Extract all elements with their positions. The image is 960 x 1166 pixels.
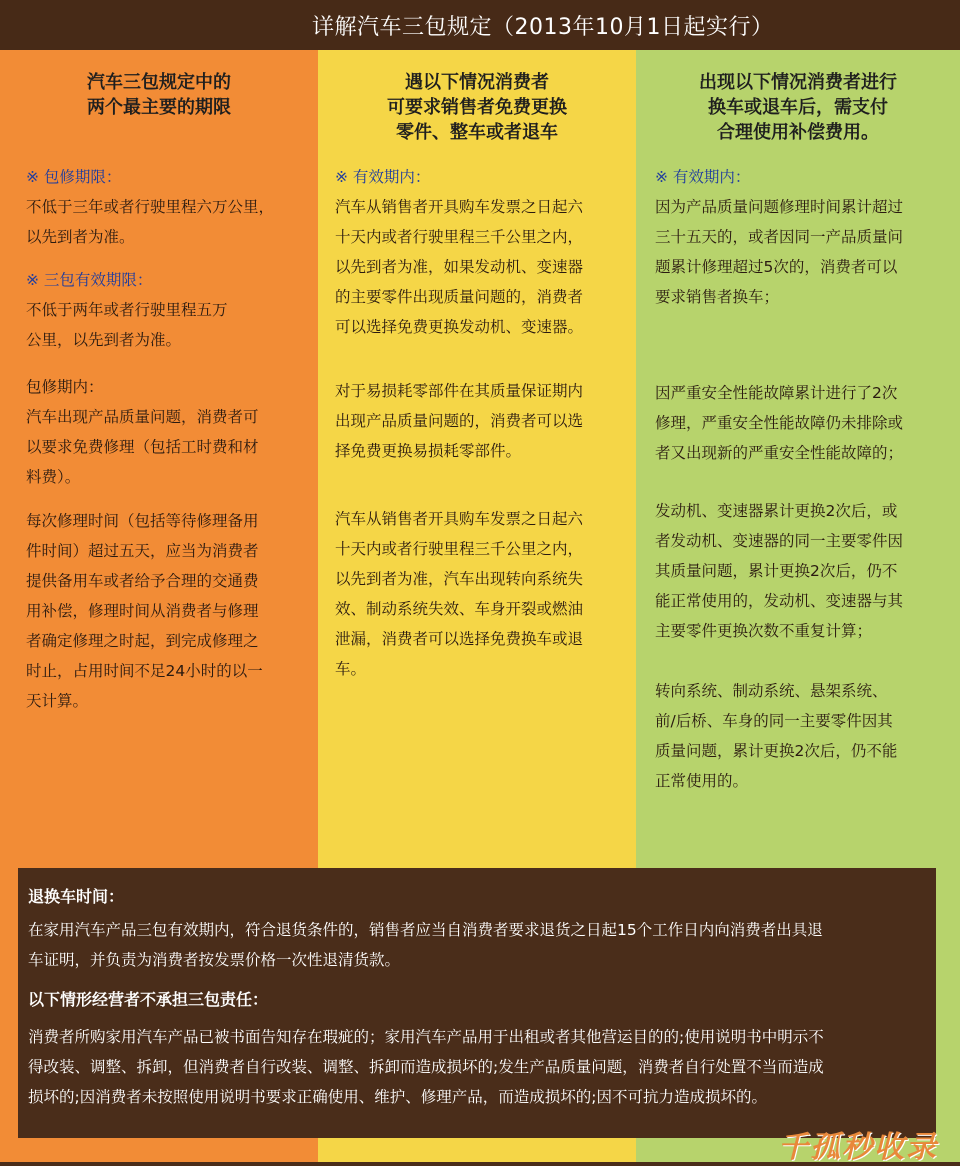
section-label: ※ 包修期限： <box>26 168 122 186</box>
text-line: 汽车出现产品质量问题，消费者可 <box>26 408 259 426</box>
text-line: 可以选择免费更换发动机、变速器。 <box>335 318 584 336</box>
warranty-period-block <box>26 162 274 252</box>
section-label: ※ 有效期内： <box>335 168 431 186</box>
column-heading <box>318 70 636 145</box>
text-line: 因严重安全性能故障累计进行了2次 <box>655 384 898 402</box>
vehicle-replacement-block <box>335 504 583 684</box>
engine-replacement-block <box>335 162 583 342</box>
text-line: 十天内或者行驶里程三千公里之内， <box>335 228 584 246</box>
text-line: 车。 <box>335 660 367 678</box>
text-line: 公里，以先到者为准。 <box>26 331 182 349</box>
text-line: 前/后桥、车身的同一主要零件因其 <box>655 712 893 730</box>
text-line: 不低于三年或者行驶里程六万公里， <box>26 198 275 216</box>
page-title: 详解汽车三包规定（2013年10月1日起实行） <box>312 15 774 40</box>
text-line: 提供备用车或者给予合理的交通费 <box>26 572 259 590</box>
text-line: 出现产品质量问题的，消费者可以选 <box>335 412 584 430</box>
text-line: 者又出现新的严重安全性能故障的； <box>655 444 904 462</box>
repair-days-block <box>655 162 903 312</box>
wear-parts-block <box>335 376 583 466</box>
title-bar <box>0 0 960 50</box>
engine-repeat-replacement-block <box>655 496 903 646</box>
text-line: 转向系统、制动系统、悬架系统、 <box>655 682 888 700</box>
repair-time-block <box>26 506 263 716</box>
exemptions-heading: 以下情形经营者不承担三包责任： <box>28 990 269 1009</box>
text-line: 题累计修理超过5次的，消费者可以 <box>655 258 898 276</box>
text-line: 用补偿，修理时间从消费者与修理 <box>26 602 259 620</box>
text-line: 者确定修理之时起，到完成修理之 <box>26 632 259 650</box>
text-line: 汽车从销售者开具购车发票之日起六 <box>335 510 584 528</box>
heading-line: 出现以下情况消费者进行 <box>699 72 897 93</box>
text-line: 时止，占用时间不足24小时的以一 <box>26 662 263 680</box>
text-line: 在家用汽车产品三包有效期内，符合退货条件的，销售者应当自消费者要求退货之日起15个工作日内向消费者出具退 <box>28 921 823 939</box>
return-time-text <box>28 915 823 975</box>
text-line: 质量问题，累计更换2次后，仍不能 <box>655 742 898 760</box>
column-heading <box>636 70 960 145</box>
heading-line: 零件、整车或者退车 <box>396 122 558 143</box>
text-line: 的主要零件出现质量问题的，消费者 <box>335 288 584 306</box>
bottom-notes-panel <box>18 868 936 1138</box>
heading-line: 两个最主要的期限 <box>87 97 231 118</box>
text-line: 每次修理时间（包括等待修理备用 <box>26 512 259 530</box>
heading-line: 换车或退车后，需支付 <box>708 97 888 118</box>
exemptions-text <box>28 1022 824 1112</box>
text-line: 十天内或者行驶里程三千公里之内， <box>335 540 584 558</box>
repair-within-period-block <box>26 372 259 492</box>
text-line: 损坏的;因消费者未按照使用说明书要求正确使用、维护、修理产品，而造成损坏的;因不可抗力造成损坏的。 <box>28 1088 767 1106</box>
return-time-heading: 退换车时间： <box>28 887 125 906</box>
text-line: 发动机、变速器累计更换2次后，或 <box>655 502 898 520</box>
text-line: 主要零件更换次数不重复计算； <box>655 622 873 640</box>
text-line: 正常使用的。 <box>655 772 749 790</box>
text-line: 包修期内： <box>26 378 104 396</box>
heading-line: 可要求销售者免费更换 <box>387 97 567 118</box>
text-line: 消费者所购家用汽车产品已被书面告知存在瑕疵的；家用汽车产品用于出租或者其他营运目的的;使用说明书中明示不 <box>28 1028 824 1046</box>
watermark-logo: 千孤秒收录 <box>778 1130 938 1165</box>
section-label: ※ 三包有效期限： <box>26 271 153 289</box>
three-guarantee-period-block <box>26 265 228 355</box>
text-line: 要求销售者换车； <box>655 288 780 306</box>
safety-fault-block <box>655 378 903 468</box>
heading-line: 合理使用补偿费用。 <box>717 122 879 143</box>
text-line: 料费）。 <box>26 468 81 486</box>
text-line: 其质量问题，累计更换2次后，仍不 <box>655 562 898 580</box>
column-heading <box>0 70 318 120</box>
text-line: 件时间）超过五天，应当为消费者 <box>26 542 259 560</box>
text-line: 以先到者为准。 <box>26 228 135 246</box>
heading-line: 遇以下情况消费者 <box>405 72 549 93</box>
text-line: 修理，严重安全性能故障仍未排除或 <box>655 414 904 432</box>
text-line: 泄漏，消费者可以选择免费换车或退 <box>335 630 584 648</box>
text-line: 三十五天的，或者因同一产品质量问 <box>655 228 904 246</box>
text-line: 以先到者为准，汽车出现转向系统失 <box>335 570 584 588</box>
text-line: 以要求免费修理（包括工时费和材 <box>26 438 259 456</box>
text-line: 得改装、调整、拆卸，但消费者自行改装、调整、拆卸而造成损坏的;发生产品质量问题，消费者自行处置不当而造成 <box>28 1058 824 1076</box>
text-line: 车证明，并负责为消费者按发票价格一次性退清货款。 <box>28 951 401 969</box>
text-line: 者发动机、变速器的同一主要零件因 <box>655 532 904 550</box>
text-line: 对于易损耗零部件在其质量保证期内 <box>335 382 584 400</box>
text-line: 不低于两年或者行驶里程五万 <box>26 301 228 319</box>
steering-system-block <box>655 676 897 796</box>
text-line: 汽车从销售者开具购车发票之日起六 <box>335 198 584 216</box>
text-line: 择免费更换易损耗零部件。 <box>335 442 522 460</box>
text-line: 效、制动系统失效、车身开裂或燃油 <box>335 600 584 618</box>
text-line: 能正常使用的，发动机、变速器与其 <box>655 592 904 610</box>
section-label: ※ 有效期内： <box>655 168 751 186</box>
text-line: 天计算。 <box>26 692 89 710</box>
heading-line: 汽车三包规定中的 <box>87 72 231 93</box>
text-line: 以先到者为准，如果发动机、变速器 <box>335 258 584 276</box>
text-line: 因为产品质量问题修理时间累计超过 <box>655 198 904 216</box>
